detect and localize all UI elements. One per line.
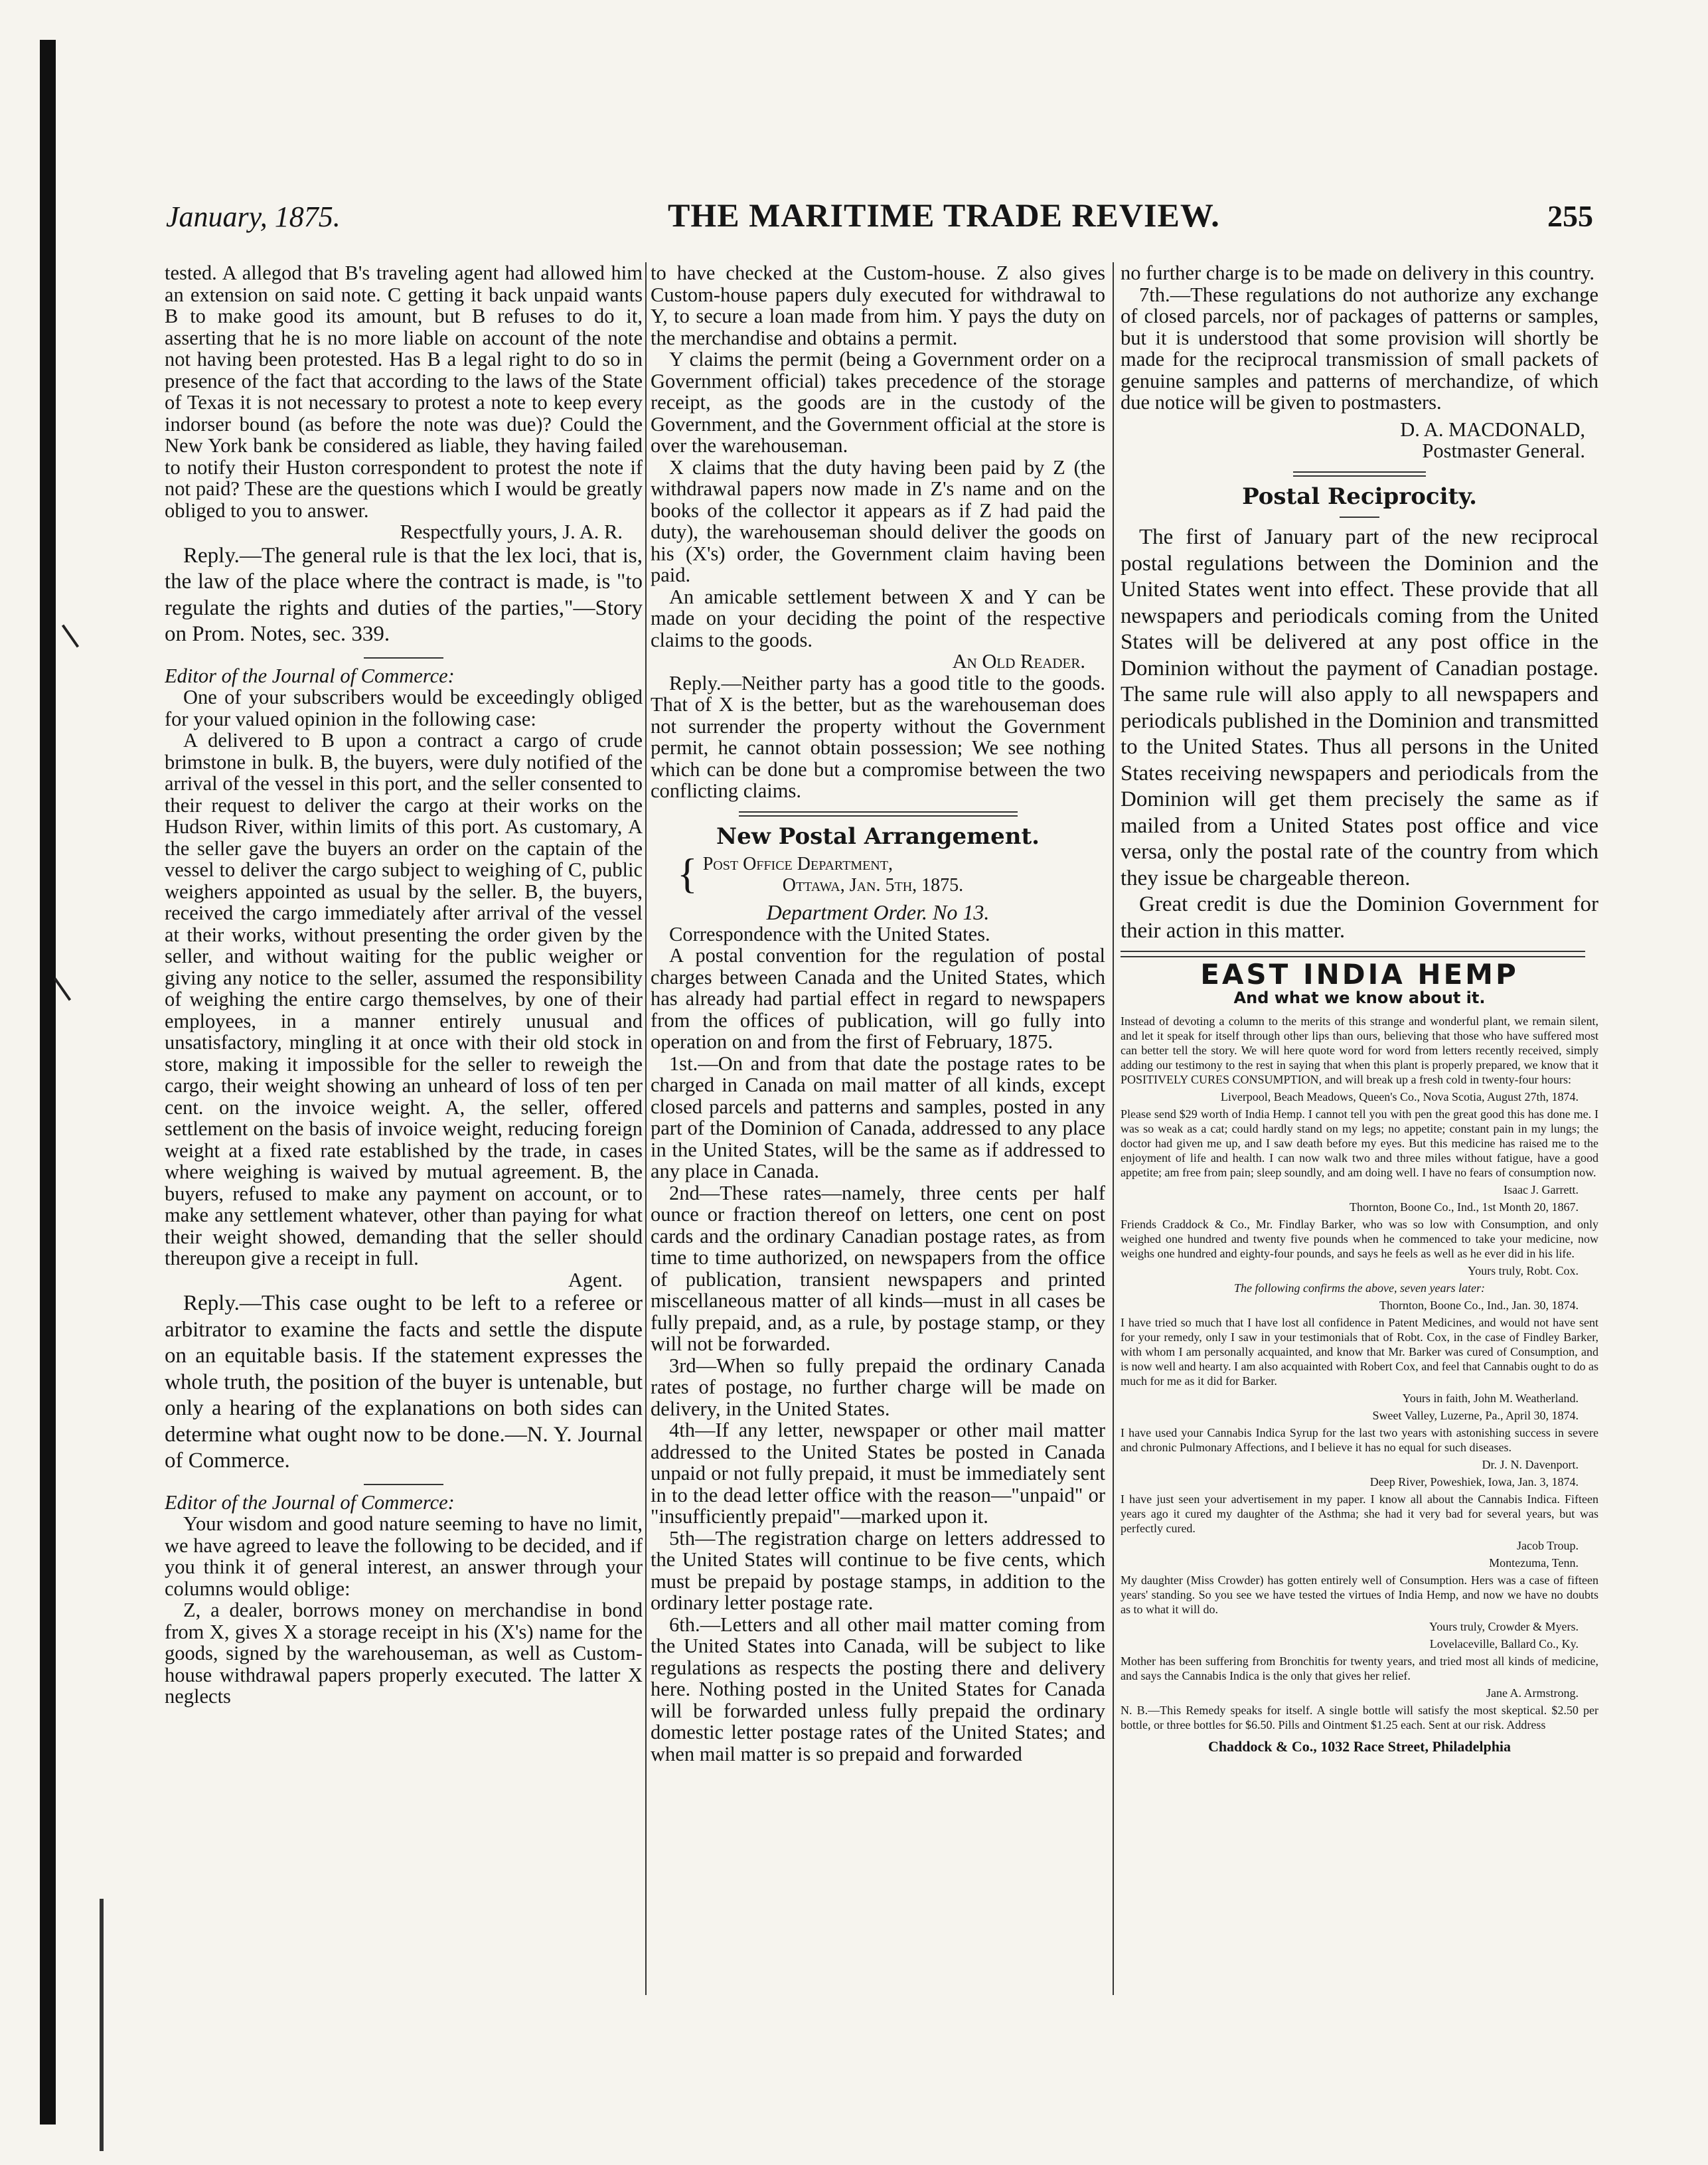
dateline bbox=[677, 850, 1105, 897]
letter-paragraph: to have checked at the Custom-house. Z also gives Custom-house papers duly executed for withdrawal to Y, to secure a loan made from him. Y pays the duty on the merchandise and obtains a permit. bbox=[651, 262, 1105, 349]
page-header bbox=[166, 196, 1593, 242]
column-1 bbox=[165, 262, 643, 2002]
margin-mark bbox=[62, 624, 79, 647]
margin-mark bbox=[54, 977, 71, 1001]
testimonial-place: Thornton, Boone Co., Ind., 1st Month 20, 1867. bbox=[1350, 1200, 1579, 1214]
section-rule bbox=[1340, 517, 1379, 518]
section-rule bbox=[364, 1484, 443, 1485]
testimonial-body: I have used your Cannabis Indica Syrup for the last two years with astonishing success in severe and chronic Pulmonary Affections, and I believe it has no equal for such diseases. bbox=[1121, 1426, 1598, 1454]
advertisement bbox=[1121, 958, 1598, 1758]
order-number: Department Order. No 13. bbox=[766, 900, 990, 924]
testimonial-body: Friends Craddock & Co., Mr. Findlay Barker, who was so low with Consumption, and only weighed one hundred and twenty five pounds when he commenced to take your medicine, now weighs one hundred and eighty-four pounds, and says he feels as well as he ever did in his life. bbox=[1121, 1218, 1598, 1260]
letter-paragraph: An amicable settlement between X and Y can be made on your deciding the point of the respective claims to the goods. bbox=[651, 585, 1105, 651]
article-paragraph: Great credit is due the Dominion Government for their action in this matter. bbox=[1121, 892, 1598, 943]
testimonial-place: Lovelaceville, Ballard Co., Ky. bbox=[1429, 1637, 1579, 1650]
testimonial-signature: Yours in faith, John M. Weatherland. bbox=[1402, 1392, 1579, 1405]
letter-salutation: Editor of the Journal of Commerce: bbox=[165, 664, 455, 687]
ad-nota-bene: N. B.—This Remedy speaks for itself. A single bottle will satisfy the most skeptical. $2.50 per bottle, or three bottles for $6.50. Pills and Ointment $1.25 each. Sent at our risk. Address bbox=[1121, 1704, 1598, 1731]
testimonial-body: Please send $29 worth of India Hemp. I cannot tell you with pen the great good this has done me. I was so weak as a cat; could hardly stand on my legs; no appetite; constant pain in my lungs; the doctor had given me up, and I saw death before my eyes. But this medicine has raised me to the enjoyment of life and health. I can now walk two and three miles without fatigue, have a good appetite; am free from pain; sleep soundly, and am doing well. I have no fears of consumption now. bbox=[1121, 1107, 1598, 1179]
page-number: 255 bbox=[1547, 199, 1593, 233]
testimonial-signature: Jacob Troup. bbox=[1516, 1539, 1579, 1552]
article-heading: New Postal Arrangement. bbox=[716, 823, 1040, 850]
letter-signature: Respectfully yours, J. A. R. bbox=[400, 521, 623, 543]
publication-title: THE MARITIME TRADE REVIEW. bbox=[668, 197, 1220, 234]
ad-body bbox=[1121, 1014, 1598, 1732]
testimonial-note: The following confirms the above, seven years later: bbox=[1234, 1281, 1485, 1295]
ad-top-rule bbox=[1121, 951, 1585, 957]
testimonial-signature: Jane A. Armstrong. bbox=[1486, 1686, 1579, 1700]
issue-date: January, 1875. bbox=[166, 200, 341, 233]
testimonial-signature: Isaac J. Garrett. bbox=[1504, 1183, 1579, 1196]
section-rule bbox=[739, 811, 1018, 817]
article-heading: Postal Reciprocity. bbox=[1242, 483, 1477, 510]
brace-glyph: { bbox=[677, 850, 698, 897]
letter-paragraph: tested. A allegod that B's traveling agent had allowed him an extension on said note. C getting it back unpaid wants B to make good its amount, but B refuses to do it, asserting that he is no more liable on account of the note not having been protested. Has B a legal right to do so in presence of the fact that according to the laws of the State of Texas it is not necessary to protest a note to keep every indorser bound (as before the note was due)? Could the New York bank be considered as liable, they having failed to notify their Huston correspondent to protest the note if not paid? These are the questions which I would be greatly obliged to you to answer. bbox=[165, 262, 643, 522]
dateline-place: Ottawa, Jan. 5th, 1875. bbox=[782, 875, 964, 896]
article-paragraph: 4th—If any letter, newspaper or other mail matter addressed to the United States be posted in Canada unpaid or not fully prepaid, it must be immediately sent in to the dead letter office with the reason—"unpaid" or "insufficiently prepaid"—marked upon it. bbox=[651, 1419, 1105, 1528]
testimonial-body: I have tried so much that I have lost all confidence in Patent Medicines, and would not have sent for your remedy, only I saw in your testimonials that of Robt. Cox, in the case of Findley Barker, with whom I am personally acquainted, and know that Mr. Barker was cured of Consumption, and is now well and hearty. I am also acquainted with Robert Cox, and feel that Cannabis ought to do as much for me as it did for Barker. bbox=[1121, 1316, 1598, 1388]
letter-signature: Agent. bbox=[568, 1268, 623, 1291]
testimonial-body: I have just seen your advertisement in my paper. I know all about the Cannabis Indica. Fifteen years ago it cured my daughter of the Asthma; she had it very bad for several years, but was perfectly cured. bbox=[1121, 1492, 1598, 1535]
letter-paragraph: A delivered to B upon a contract a cargo of crude brimstone in bulk. B, the buyers, were duly notified of the arrival of the vessel in this port, and the seller consented to their request to deliver the cargo at their works on the Hudson River, within limits of this port. As customary, A the seller gave the buyers an order on the captain of the vessel to deliver the cargo subject to weighing of C, public weighers appointed as usual by the seller. B, the buyers, received the cargo immediately after arrival of the vessel at their works, without presenting the order given by the seller, and without waiting for the public weigher or giving any notice to the seller, assumed the responsibility of weighing the entire cargo themselves, by one of their employees, in a manner entirely unusual and unsatisfactory, mingling it at once with their old stock in store, making it impossible for the seller to reweigh the cargo, their weight showing an unheard of loss of ten per cent. on the invoice weight. A, the seller, offered settlement on the basis of invoice weight, reducing foreign weight at a fixed rate established by the trade, in cases where weighing is waived by mutual agreement. B, the buyers, refused to make any payment on account, or to make any settlement whatever, other than paying for what their weight showed, demanding that the seller should thereupon give a receipt in full. bbox=[165, 729, 643, 1269]
testimonial-place: Sweet Valley, Luzerne, Pa., April 30, 1874. bbox=[1372, 1409, 1579, 1422]
reply-paragraph: Reply.—This case ought to be left to a referee or arbitrator to examine the facts and settle the dispute on an equitable basis. If the statement expresses the whole truth, the position of the buyer is untenable, but only a hearing of the explanations on both sides can determine what ought now to be done.—N. Y. Journal of Commerce. bbox=[165, 1291, 643, 1473]
dateline-department: Post Office Department, bbox=[702, 854, 893, 874]
section-rule bbox=[1293, 471, 1426, 477]
signature-title: Postmaster General. bbox=[1422, 440, 1585, 462]
column-3 bbox=[1121, 262, 1598, 2002]
testimonial-body: My daughter (Miss Crowder) has gotten entirely well of Consumption. Hers was a case of fifteen years' standing. So you see we have tested the virtues of India Hemp, and now we have no doubts as to what it will do. bbox=[1121, 1573, 1598, 1616]
testimonial-place: Thornton, Boone Co., Ind., Jan. 30, 1874. bbox=[1379, 1299, 1579, 1312]
article-paragraph: no further charge is to be made on delivery in this country. bbox=[1121, 262, 1595, 284]
testimonial-signature: Yours truly, Crowder & Myers. bbox=[1429, 1620, 1579, 1633]
article-paragraph: 2nd—These rates—namely, three cents per half ounce or fraction thereof on letters, one cent on post cards and the ordinary Canadian postage rates, as from time to time authorized, on newspapers from the office of publication, transient newspapers and printed miscellaneous matter of all kinds—must in all cases be fully prepaid, and, as a rule, by postage stamp, or they will not be forwarded. bbox=[651, 1181, 1105, 1355]
reply-paragraph: Reply.—Neither party has a good title to the goods. That of X is the better, but as the warehouseman does not surrender the property without the Government permit, he cannot obtain possession; We see nothing which can be done but a compromise between the two conflicting claims. bbox=[651, 671, 1105, 802]
letter-paragraph: One of your subscribers would be exceedingly obliged for your valued opinion in the following case: bbox=[165, 686, 643, 730]
letter-paragraph: Your wisdom and good nature seeming to have no limit, we have agreed to leave the following to be decided, and if you think it of general interest, an answer through your columns would oblige: bbox=[165, 1512, 643, 1600]
testimonial-body: Mother has been suffering from Bronchitis for twenty years, and tried most all kinds of medicine, and says the Cannabis Indica is the only that gives her relief. bbox=[1121, 1654, 1598, 1682]
column-2 bbox=[651, 262, 1105, 2002]
column-rule bbox=[1113, 262, 1114, 1995]
article-paragraph: 3rd—When so fully prepaid the ordinary Canada rates of postage, no further charge will be made on delivery, in the United States. bbox=[651, 1354, 1105, 1420]
ad-intro: Instead of devoting a column to the merits of this strange and wonderful plant, we remain silent, and let it speak for itself through other lips than ours, believing that those who have suffered most can better tell the story. We will here quote word for word from letters recently received, simply adding our testimony to the rest in saying that when this plant is properly prepared, we know that it POSITIVELY CURES CONSUMPTION, and will break up a fresh cold in twenty-four hours: bbox=[1121, 1014, 1598, 1086]
letter-salutation: Editor of the Journal of Commerce: bbox=[165, 1490, 455, 1514]
subheading: Correspondence with the United States. bbox=[669, 922, 990, 945]
letter-paragraph: Y claims the permit (being a Government order on a Government official) takes precedence of the storage receipt, as the goods are in the custody of the Government, and the Government official at the store is over the warehouseman. bbox=[651, 348, 1105, 457]
testimonial-signature: Yours truly, Robt. Cox. bbox=[1467, 1264, 1579, 1277]
ad-subtitle: And what we know about it. bbox=[1233, 988, 1486, 1007]
column-rule bbox=[645, 262, 647, 1995]
testimonial-place: Montezuma, Tenn. bbox=[1489, 1556, 1579, 1569]
signature-name: D. A. MACDONALD, bbox=[1400, 418, 1585, 441]
testimonial-place: Deep River, Poweshiek, Iowa, Jan. 3, 1874. bbox=[1369, 1475, 1579, 1488]
article-paragraph: 5th—The registration charge on letters addressed to the United States will continue to be five cents, which must be prepaid by postage stamps, in addition to the ordinary letter postage rate. bbox=[651, 1526, 1105, 1614]
letter-paragraph: Z, a dealer, borrows money on merchandise in bond from X, gives X a storage receipt in his (X's) name for the goods, signed by the warehouseman, as well as Custom-house withdrawal papers properly executed. The latter X neglects bbox=[165, 1599, 643, 1708]
binding-edge-lower bbox=[100, 1899, 104, 2151]
testimonial-place: Liverpool, Beach Meadows, Queen's Co., Nova Scotia, August 27th, 1874. bbox=[1220, 1090, 1579, 1103]
article-paragraph: 1st.—On and from that date the postage rates to be charged in Canada on mail matter of all kinds, except closed parcels and patterns and samples, posted in any part of the Dominion of Canada, addressed to any place in the United States, will be the same as if addressed to any place in Canada. bbox=[651, 1052, 1105, 1182]
article-paragraph: 7th.—These regulations do not authorize any exchange of closed parcels, nor of packages of patterns or samples, but it is understood that some provision will shortly be made for the reciprocal transmission of small packets of genuine samples and patterns of merchandize, of which due notice will be given to postmasters. bbox=[1121, 283, 1598, 414]
ad-address: Chaddock & Co., 1032 Race Street, Philadelphia bbox=[1207, 1738, 1512, 1755]
letter-paragraph: X claims that the duty having been paid by Z (the withdrawal papers now made in Z's name and on the books of the collector it appears as if Z had paid the duty), the warehouseman should deliver the goods on his (X's) order, the Government claim having been paid. bbox=[651, 455, 1105, 586]
letter-signature: An Old Reader. bbox=[952, 650, 1085, 673]
reply-paragraph: Reply.—The general rule is that the lex loci, that is, the law of the place where the contract is made, is "to regulate the rights and duties of the parties,"—Story on Prom. Notes, sec. 339. bbox=[165, 543, 643, 646]
binding-edge bbox=[40, 40, 56, 2125]
article-paragraph: A postal convention for the regulation of postal charges between Canada and the United States, which has already had partial effect in regard to newspapers from the offices of publication, will go fully into operation on and from the first of February, 1875. bbox=[651, 944, 1105, 1053]
article-paragraph: 6th.—Letters and all other mail matter coming from the United States into Canada, will be subject to like regulations as respects the posting there and delivery here. Nothing posted in the United States for Canada will be forwarded unless fully prepaid the ordinary domestic letter postage rates of the United States; and when mail matter is so prepaid and forwarded bbox=[651, 1613, 1105, 1765]
article-paragraph: The first of January part of the new reciprocal postal regulations between the Dominion and the United States went into effect. These provide that all newspapers and periodicals coming from the United States will be delivered at any post office in the Dominion without the payment of Canadian postage. The same rule will also apply to all newspapers and periodicals published in the Dominion and transmitted to the United States. Thus all persons in the United States receiving newspapers and periodicals from the Dominion will get them precisely the same as if mailed from a United States post office and vice versa, only the postal rate of the country from which they issue be chargeable thereon. bbox=[1121, 525, 1598, 890]
section-rule bbox=[364, 657, 443, 659]
ad-title: EAST INDIA HEMP bbox=[1200, 958, 1519, 991]
testimonial-signature: Dr. J. N. Davenport. bbox=[1482, 1458, 1579, 1471]
